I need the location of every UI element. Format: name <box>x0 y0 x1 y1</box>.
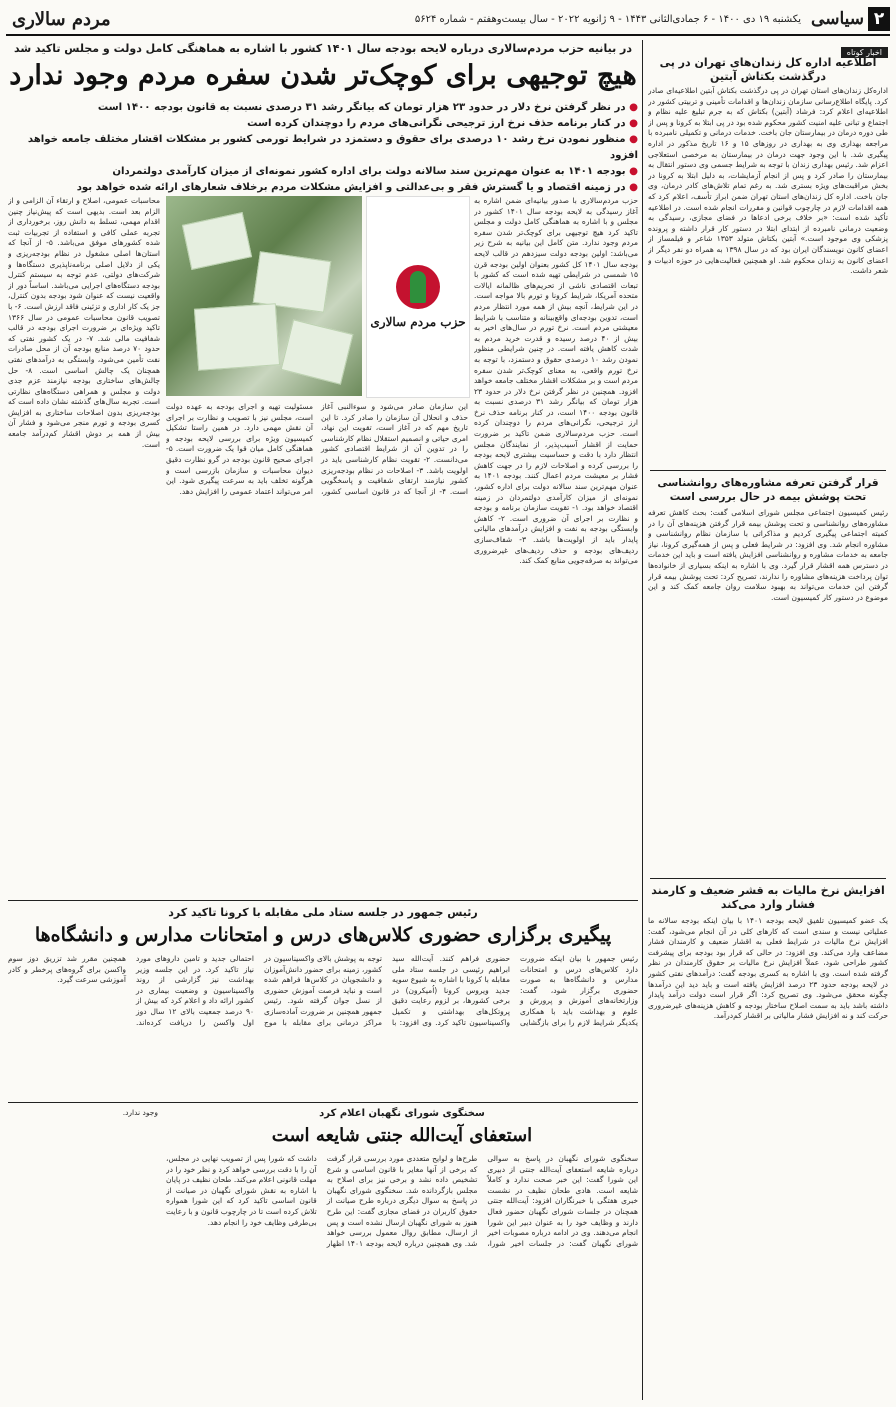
lead-body-left: محاسبات عمومی، اصلاح و ارتقاء آن الزامی و از الزام بعد است. بدیهی است که پیش‌نیاز چنین اقدام مهمی، تسلط به دانش روز، برخورداری از تجربه عملی کافی و استفاده از تجربیات ثبت شده کشورهای موفق می‌باشد. ۵- از آنجا که استان‌ها اصلی مشغول در نظام بودجه‌ریزی و یکی از دلایل اصلی برنامه‌ناپذیری دستگاه‌ها و شرکت‌های دولتی، عدم توجه به سیستم کنترل بودجه دستگاه‌های اجرایی می‌باشد. اساساً دور از واقعیت نیست که عنوان شود بودجه بدون کنترل، جز یک کار اداری و تزئینی فاقد ارزش است. ۶- با تصویب قانون محاسبات عمومی در سال ۱۳۶۶ تاکید ویژه‌ای بر ضرورت اجرای بودجه در قالب شفافیت مالی شد. ۷- در یک کشور نفتی که حدود ۷۰ درصد منابع بودجه آن از محل صادرات نفت تأمین می‌شود، وابستگی به درآمدهای نفتی همچنان یک چالش اساسی است. ۸- حل چالش‌های ساختاری بودجه نیازمند عزم جدی دولت و مجلس و همراهی دستگاه‌های نظارتی است. تجربه سال‌های گذشته نشان داده است که بودجه‌ریزی بدون اصلاحات ساختاری به افزایش کسری بودجه و تورم منجر می‌شود و فشار آن بیش از همه بر دوش اقشار کم‌درآمد جامعه است. <box>8 196 160 449</box>
lead-body-right: حزب مردم‌سالاری با صدور بیانیه‌ای ضمن اشاره به آغاز رسیدگی به لایحه بودجه سال ۱۴۰۱ کشور در مجلس و با اشاره به هماهنگی کامل دولت و مجلس تاکید کرد هیچ توجیهی برای کوچک‌تر شدن سفره مردم وجود ندارد. متن کامل این بیانیه به شرح زیر می‌باشد: اولین بودجه دولت سیزدهم در قالب لایحه بودجه سال ۱۴۰۱ کل کشور بعنوان اولین بودجه قرن ۱۵ شمسی در شرایطی تهیه شده است که کشور با تبعات اقتصادی ناشی از تحریم‌های ظالمانه ایالات متحده آمریکا، شرایط کرونا و تورم بالا مواجه است. در این شرایط، آنچه بیش از همه مورد انتظار مردم است، تدوین بودجه‌ای واقع‌بینانه و متناسب با شرایط معیشتی مردم است. نرخ تورم در سال‌های اخیر به بیش از ۴۰ درصد رسیده و قدرت خرید مردم به شدت کاهش یافته است. در چنین شرایطی منظور نمودن رشد ۱۰ درصدی حقوق و دستمزد، با توجه به نرخ تورم واقعی، به معنای کوچک‌تر شدن سفره مردم است و بر مشکلات اقشار مختلف جامعه خواهد افزود. همچنین در نظر گرفتن نرخ دلار در حدود ۲۳ هزار تومان که بیانگر رشد ۳۱ درصدی نسبت به قانون بودجه ۱۴۰۰ است، در کنار برنامه حذف نرخ ارز ترجیحی، نگرانی‌های مردم را دوچندان کرده است. حزب مردم‌سالاری ضمن تاکید بر ضرورت حمایت از اقشار آسیب‌پذیر، از نمایندگان مجلس انتظار دارد با دقت و حساسیت بیشتری لایحه بودجه را بررسی کرده و اصلاحات لازم را در جهت کاهش فشار بر معیشت مردم اعمال کنند. بودجه ۱۴۰۱ به عنوان مهم‌ترین سند سالانه دولت برای اداره کشور، نمونه‌ای از میزان کارآمدی دولتمردان در زمینه اقتصاد خواهد بود. ۱- تقویت سازمان برنامه و بودجه و نظارت بر اجرای آن ضروری است. ۲- کاهش وابستگی بودجه به نفت و افزایش درآمدهای مالیاتی پایدار باید از اولویت‌ها باشد. ۳- شفاف‌سازی ردیف‌های بودجه و حذف ردیف‌های غیرضروری می‌تواند به صرفه‌جویی منابع کمک کند. <box>474 196 638 566</box>
lead-kicker: در بیانیه حزب مردم‌سالاری درباره لایحه بودجه سال ۱۴۰۱ کشور با اشاره به هماهنگی کامل دولت و مجلس تاکید شد <box>13 42 633 55</box>
lead-photo <box>166 196 362 396</box>
resignation-footnote: وجود ندارد. <box>122 1108 158 1117</box>
story3-body: یک عضو کمیسیون تلفیق لایحه بودجه ۱۴۰۱ با بیان اینکه بودجه سالانه ما عملیاتی نیست و سندی است که کارهای کلی در آن انجام می‌شود، گفت: افزایش نرخ مالیات در شرایط فعلی به اقشار ضعیف و کارمندان فشار مضاعف وارد می‌کند. وی افزود: در حالی که قرار بود بودجه برای پیشرفت کشور طراحی شود، عملاً افزایش نرخ مالیات بر حقوق کارمندان در نظر گرفته شده است. وی با اشاره به کسری بودجه گفت: درآمدهای نفتی کشور در لایحه بودجه حدود ۲۳ درصد افزایش یافته است و باید دید این درآمدها چگونه محقق می‌شود. وی تصریح کرد: اگر قرار است دولت درآمد پایدار داشته باشد باید به سمت اصلاح ساختار بودجه و کاهش هزینه‌های غیرضروری حرکت کند و نه افزایش فشار مالیاتی بر اقشار کم‌درآمد. <box>648 916 888 1021</box>
lead-bullet: ● منظور نمودن نرخ رشد ۱۰ درصدی برای حقوق و دستمزد در شرایط تورمی کشور بر مشکلات اقشار مختلف جامعه خواهد افزود <box>27 134 638 161</box>
party-logo-caption: حزب مردم سالاری <box>370 315 466 329</box>
story1-title: اطلاعیه اداره کل زندان‌های تهران در پی درگذشت بکتاش آبتین <box>659 56 877 83</box>
masthead <box>6 4 890 36</box>
presidential-body: رئیس جمهور با بیان اینکه ضرورت دارد کلاس‌های درس و امتحانات مدارس و دانشگاه‌ها به صورت حضوری برگزار شود، گفت: وزارتخانه‌های آموزش و پرورش و علوم و بهداشت باید با همکاری یکدیگر شرایط لازم را برای بازگشایی حضوری فراهم کنند. آیت‌الله سید ابراهیم رئیسی در جلسه ستاد ملی مقابله با کرونا با اشاره به شیوع سویه جدید ویروس کرونا (اُمیکرون) در برخی کشورها، بر لزوم رعایت دقیق پروتکل‌های بهداشتی و تکمیل واکسیناسیون تاکید کرد. وی افزود: با توجه به پوشش بالای واکسیناسیون در کشور، زمینه برای حضور دانش‌آموزان و دانشجویان در کلاس‌ها فراهم شده است و نباید فرصت آموزش حضوری از نسل جوان گرفته شود. رئیس جمهور همچنین بر ضرورت آماده‌سازی مراکز درمانی برای مقابله با موج احتمالی جدید و تامین داروهای مورد نیاز تاکید کرد. در این جلسه وزیر بهداشت نیز گزارشی از روند واکسیناسیون و وضعیت بیماری در کشور ارائه داد و اعلام کرد که بیش از ۹۰ درصد جمعیت بالای ۱۲ سال دوز اول واکسن را دریافت کرده‌اند. همچنین مقرر شد تزریق دوز سوم واکسن برای گروه‌های پرخطر و کادر آموزشی سرعت گیرد. <box>8 954 638 1027</box>
lead-body-mid: این سازمان صادر می‌شود و سوءالنبی آغاز حذف و انحلال آن سازمان را صادر کرد. تا این تاریخ مهم که در آغاز است، تقویت این نهاد، امری حیاتی و انصمیم استقلال نظام کارشناسی را در تدوین آن از شرایط اقتصادی کشور می‌دانست. ۲- تقویت نظام کارشناسی باید در اولویت باشد. ۳- اصلاحات در نظام بودجه‌ریزی کشور نیازمند ارتقای شفافیت و پاسخگویی است. ۴- از آنجا که در قانون اساسی کشور، مسئولیت تهیه و اجرای بودجه به عهده دولت است، مجلس نیز با تصویب و نظارت بر اجرای آن نقش مهمی دارد. در همین راستا تشکیل کمیسیون ویژه برای بررسی لایحه بودجه و هماهنگی کامل میان قوا یک ضرورت است. ۵- اجرای صحیح قانون بودجه در گرو نظارت دقیق دیوان محاسبات و سازمان بازرسی است و هرگونه تخلف باید به سرعت پیگیری شود. این امر می‌تواند اعتماد عمومی را افزایش دهد. <box>166 402 468 496</box>
lead-bullets <box>8 100 638 196</box>
sidebar-divider <box>642 40 643 1400</box>
presidential-kicker: رئیس جمهور در جلسه ستاد ملی مقابله با کرونا تاکید کرد <box>168 906 478 919</box>
brand-logo: مردم سالاری <box>12 8 111 30</box>
story3-title: افزایش نرخ مالیات به قشر ضعیف و کارمند فشار وارد می‌کند <box>651 884 885 911</box>
party-emblem-icon <box>396 265 440 309</box>
resignation-body: سخنگوی شورای نگهبان در پاسخ به سوالی درباره شایعه استعفای آیت‌الله جنتی از دبیری این شورا گفت: این خبر صحت ندارد و کاملاً شایعه است. هادی طحان نظیف در نشست خبری هفتگی با خبرنگاران افزود: آیت‌الله جنتی همچنان در جلسات شورای نگهبان حضور فعال دارند و وظایف خود را به عنوان دبیر این شورا انجام می‌دهند. وی در ادامه درباره مصوبات اخیر شورای نگهبان گفت: در جلسات اخیر شورا، طرح‌ها و لوایح متعددی مورد بررسی قرار گرفت که برخی از آنها مغایر با قانون اساسی و شرع تشخیص داده نشد و برخی نیز برای اصلاح به مجلس بازگردانده شد. سخنگوی شورای نگهبان در پاسخ به سوال دیگری درباره طرح صیانت از حقوق کاربران در فضای مجازی گفت: این طرح هنوز به شورای نگهبان ارسال نشده است و پس از ارسال، مطابق روال معمول بررسی خواهد شد. وی همچنین درباره لایحه بودجه ۱۴۰۱ اظهار داشت که شورا پس از تصویب نهایی در مجلس، آن را با دقت بررسی خواهد کرد و نظر خود را در مهلت قانونی اعلام می‌کند. طحان نظیف در پایان با اشاره به نقش شورای نگهبان در صیانت از قانون اساسی تاکید کرد که این شورا همواره تلاش کرده است تا در چارچوب قانون و با رعایت بی‌طرفی وظایف خود را انجام دهد. <box>166 1154 638 1248</box>
story2-title: قرار گرفتن تعرفه مشاوره‌های روانشناسی تحت پوشش بیمه در حال بررسی است <box>657 477 879 503</box>
story1-body: اداره‌کل زندان‌های استان تهران در پی درگذشت بکتاش آبتین اطلاعیه‌ای صادر کرد. پایگاه اطلاع‌رسانی سازمان زندان‌ها و اقدامات تأمینی و تربیتی کشور در اطلاعیه‌ای اعلام کرد: فرشاد (آبتین) بکتاش که به جرم تبلیغ علیه نظام و اجتماع و تبانی علیه امنیت کشور محکوم شده بود در پی ابتلا به کرونا و پس از طی دوره درمان در بیمارستان جان باخت. خدمات درمانی و تکمیلی نامبرده با مراجعه بهداری وی به بهداری در روزهای ۱۵ و ۱۶ تاریخ مذکور در اداره پیگیری شد. با این وجود جهت درمان در بیمارستان به مرخصی استعلاجی اعزام شد. رئیس بهداری زندان با توجه به شرایط جسمی وی دستور انتقال به بیمارستان را صادر کرد و پس از انجام آزمایشات، به دلیل ابتلا به کرونا در بخش مراقبت‌های ویژه بستری شد. به رغم تمام تلاش‌های کادر درمان، وی جان باخت. اداره کل زندان‌های استان تهران ضمن ابراز تأسف، اعلام کرد که همه اقدامات لازم در چارچوب قوانین و مقررات انجام شده است. در اطلاعیه تأکید شده است: «بر خلاف برخی ادعاها در فضای مجازی، رسیدگی به وضعیت درمانی نامبرده از ابتدای ابتلا در دستور کار قرار داشته و پرونده پزشکی وی موجود است.» آبتین بکتاش متولد ۱۳۵۳ شاعر و فیلمساز از اعضای کانون نویسندگان ایران بود که در سال ۱۳۹۸ به همراه دو نفر دیگر از اعضای کانون به زندان محکوم شد. او همچنین فعالیت‌هایی در حوزه ادبیات و شعر داشت. <box>648 86 888 276</box>
lead-headline: هیچ توجیهی برای کوچک‌تر شدن سفره مردم وجود ندارد <box>9 60 637 91</box>
story2-body: رئیس کمیسیون اجتماعی مجلس شورای اسلامی گفت: بحث کاهش تعرفه مشاوره‌های روانشناسی و تحت پوشش بیمه قرار گرفتن هزینه‌های آن را در کمیته اجتماعی پیگیری کردیم و مذاکراتی با سازمان نظام روانشناسی و مشاوره انجام شد. وی افزود: در شرایط فعلی و پس از همه‌گیری کرونا، نیاز جامعه به خدمات مشاوره و روانشناسی افزایش یافته است و باید این خدمات در دسترس همه اقشار قرار گیرد. وی با اشاره به اینکه بسیاری از خانواده‌ها توان پرداخت هزینه‌های مشاوره را ندارند، تصریح کرد: تحت پوشش بیمه قرار گرفتن این خدمات می‌تواند به بهبود سلامت روان جامعه کمک کند و این موضوع در دستور کار کمیسیون است. <box>648 508 888 602</box>
section-title: سیاسی <box>811 9 864 29</box>
page-number: ۲ <box>868 7 890 31</box>
short-news-tag: اخبار کوتاه <box>841 47 888 58</box>
sidebar-rule-2 <box>650 878 886 879</box>
dateline: یکشنبه ۱۹ دی ۱۴۰۰ - ۶ جمادی‌الثانی ۱۴۴۳ - ۹ ژانویه ۲۰۲۲ - سال بیست‌وهفتم - شماره ۵۶۲۴ <box>414 13 802 25</box>
resignation-headline: استعفای آیت‌الله جنتی شایعه است <box>271 1125 533 1146</box>
lead-bullet: ● در نظر گرفتن نرخ دلار در حدود ۲۳ هزار تومان که بیانگر رشد ۳۱ درصدی نسبت به قانون بودجه ۱۴۰۰ است <box>97 102 638 113</box>
section-rule-2 <box>8 1102 638 1103</box>
lead-bullet: ● در زمینه اقتصاد و یا گسترش فقر و بی‌عدالتی و افزایش مشکلات مردم برخلاف شعارهای ارائه شده خواهد بود <box>76 182 638 193</box>
section-rule-1 <box>8 900 638 901</box>
page-section-box <box>811 7 890 31</box>
sidebar-rule-1 <box>650 470 886 471</box>
party-logo <box>366 196 470 398</box>
resignation-side-column <box>8 1108 158 1398</box>
lead-bullet: ● بودجه ۱۴۰۱ به عنوان مهم‌ترین سند سالانه دولت برای اداره کشور نمونه‌ای از میزان کارآمدی دولتمردان <box>112 166 638 177</box>
presidential-headline: پیگیری برگزاری حضوری کلاس‌های درس و امتحانات مدارس و دانشگاه‌ها <box>34 924 612 946</box>
lead-bullet: ● در کنار برنامه حذف نرخ ارز ترجیحی نگرانی‌های مردم را دوچندان کرده است <box>247 118 638 129</box>
resignation-kicker: سخنگوی شورای نگهبان اعلام کرد <box>319 1108 485 1119</box>
